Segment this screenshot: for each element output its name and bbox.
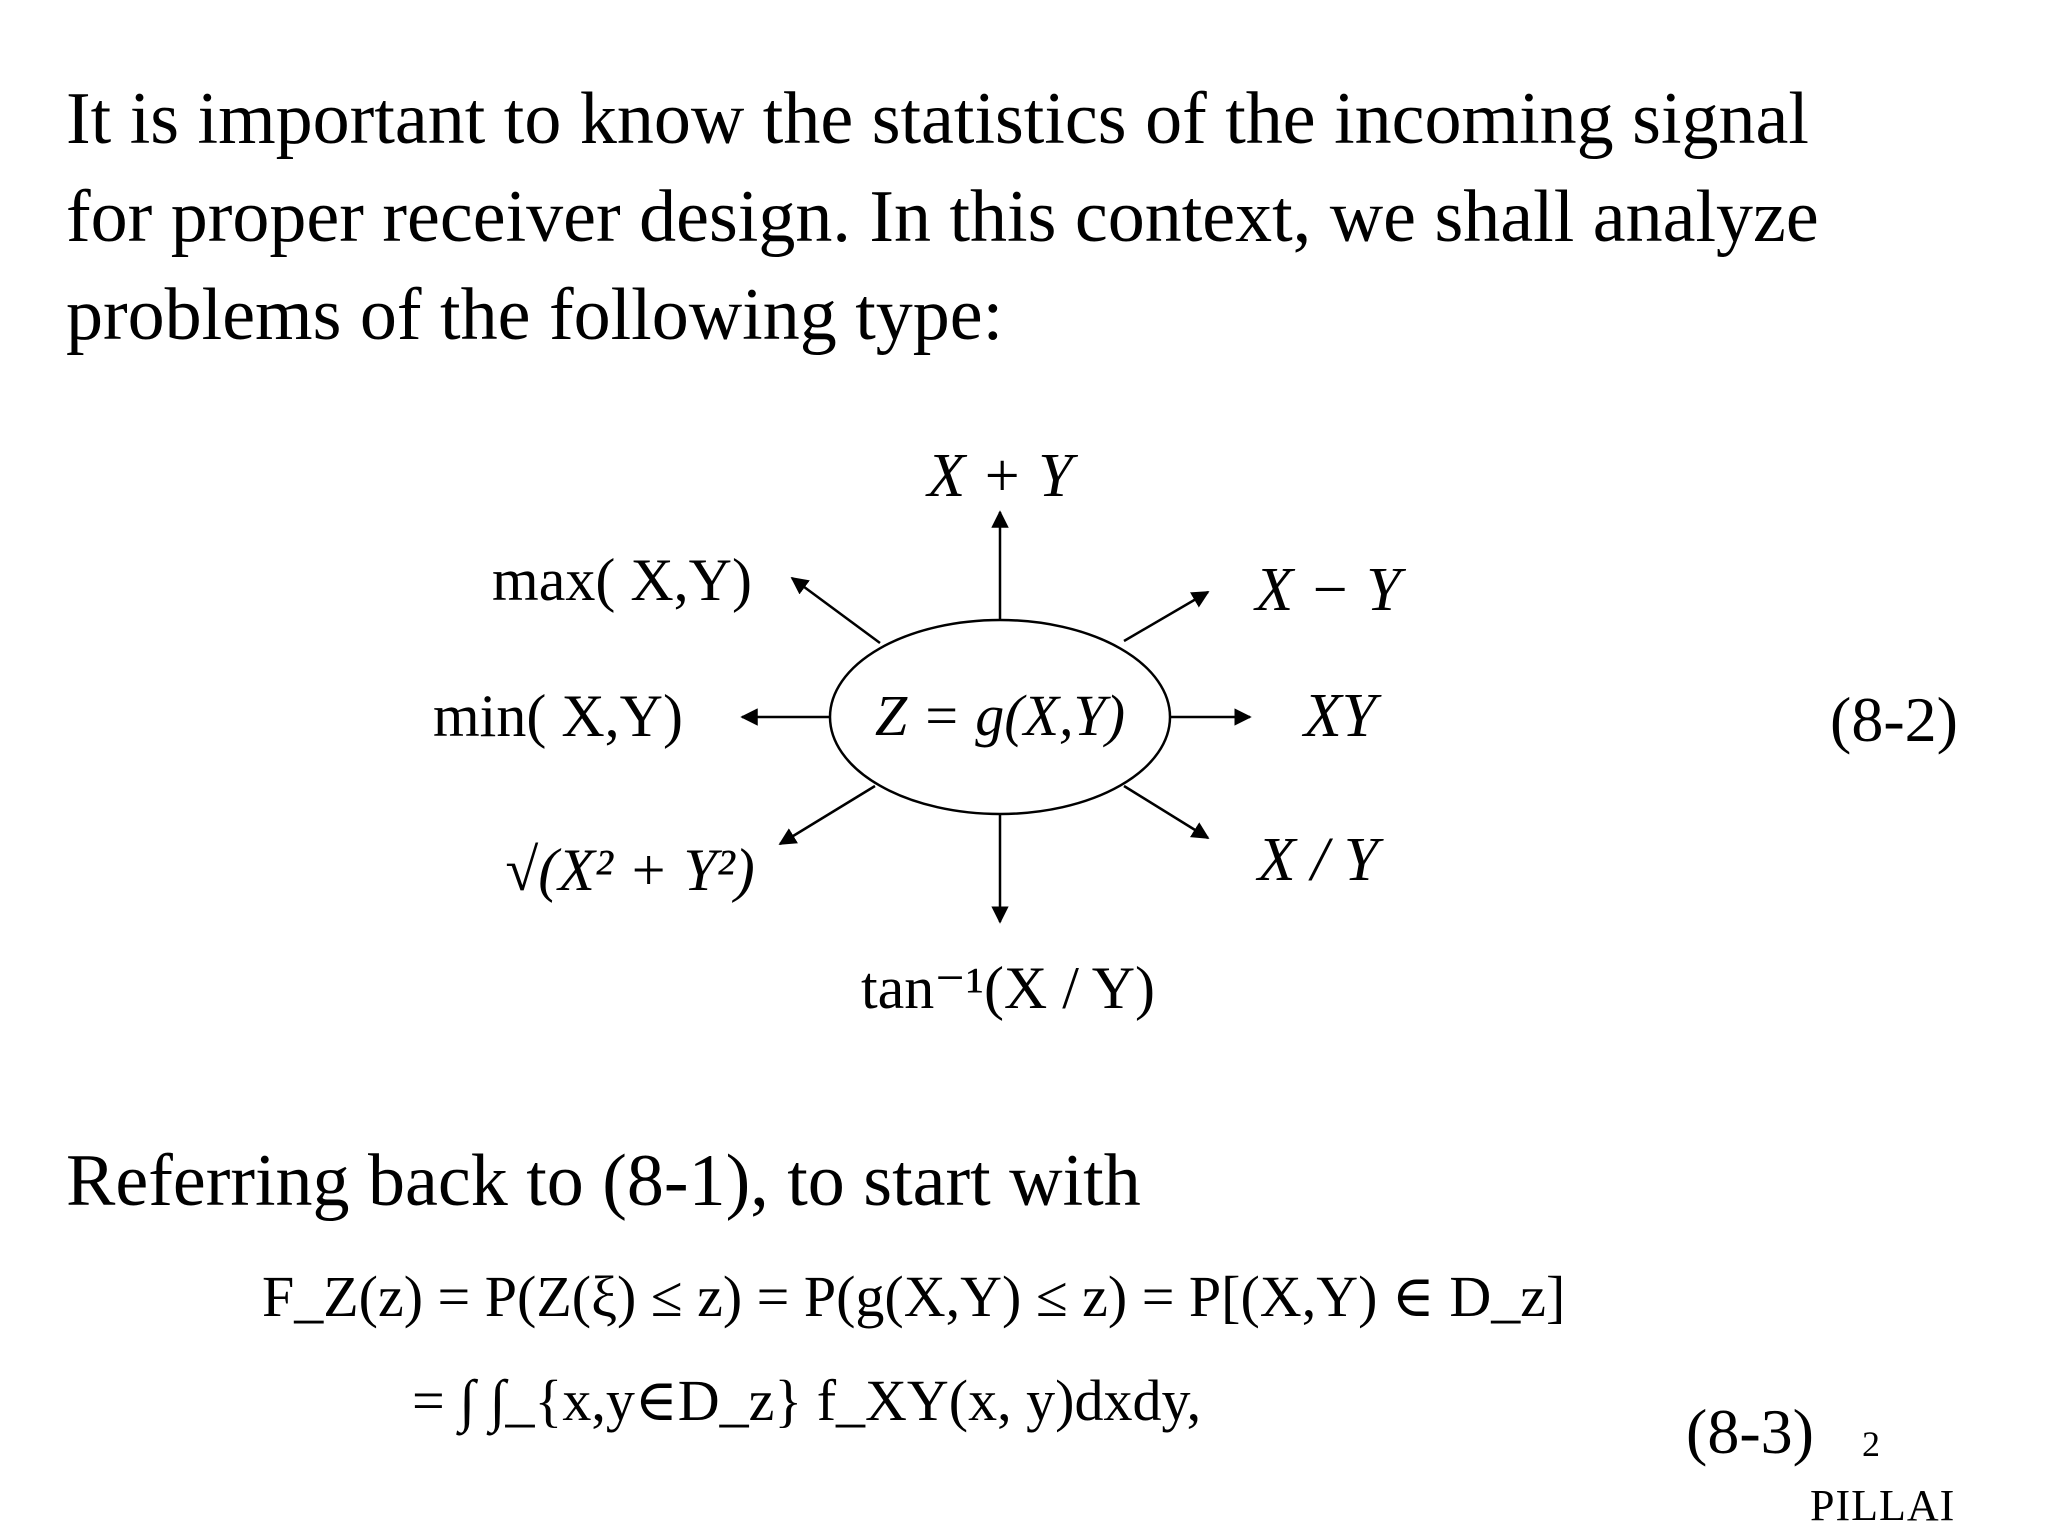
- label-up-left: max( X,Y): [492, 547, 752, 613]
- equation-number-8-3: (8-3): [1686, 1396, 1814, 1467]
- label-up-right: X − Y: [1255, 556, 1401, 624]
- label-down: tan⁻¹(X / Y): [860, 955, 1156, 1021]
- intro-line-3: problems of the following type:: [66, 274, 1004, 356]
- equation-number-8-2: (8-2): [1830, 684, 1958, 755]
- label-down-left: √(X² + Y²): [505, 837, 755, 903]
- referring-text: Referring back to (8-1), to start with: [66, 1140, 1141, 1222]
- cdf-equation-line-2: = ∫ ∫_{x,y∈D_z} f_XY(x, y)dxdy,: [412, 1368, 1202, 1433]
- intro-line-2: for proper receiver design. In this context, we shall analyze: [66, 176, 1819, 258]
- label-right: XY: [1303, 682, 1377, 750]
- label-up: X + Y: [927, 442, 1073, 510]
- center-label: Z = g(X,Y): [874, 683, 1126, 748]
- arrow-down-left: [780, 786, 875, 844]
- label-down-right: X / Y: [1257, 826, 1379, 894]
- author-label: PILLAI: [1810, 1481, 1956, 1530]
- cdf-equation-line-1: F_Z(z) = P(Z(ξ) ≤ z) = P(g(X,Y) ≤ z) = P[(X,Y) ∈ D_z]: [262, 1264, 1566, 1329]
- arrow-up-left: [792, 578, 880, 643]
- page-number: 2: [1862, 1424, 1880, 1464]
- arrow-down-right: [1124, 786, 1208, 838]
- intro-line-1: It is important to know the statistics of the incoming signal: [66, 78, 1809, 160]
- label-left: min( X,Y): [433, 683, 683, 749]
- arrow-up-right: [1124, 592, 1208, 641]
